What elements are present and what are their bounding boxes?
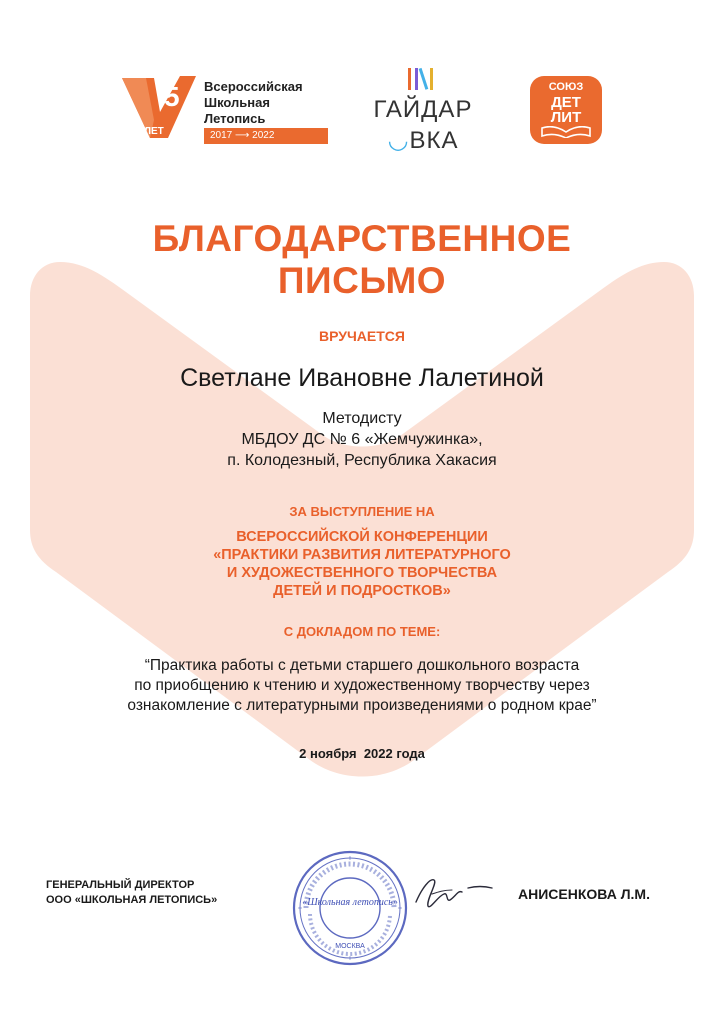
- gaidar-line-1: ГАЙДАР: [373, 96, 473, 123]
- conference-line-2: «ПРАКТИКИ РАЗВИТИЯ ЛИТЕРАТУРНОГО: [213, 547, 511, 563]
- gaidarovka-logo: [368, 66, 478, 158]
- recipient-position: [0, 408, 724, 471]
- detlit-line-2: ДЕТ: [551, 94, 581, 111]
- smile-icon: ◡: [387, 127, 410, 154]
- report-topic-label: С ДОКЛАДОМ ПО ТЕМЕ:: [283, 624, 441, 639]
- stamp-city-text: МОСКВА: [335, 943, 365, 950]
- handwritten-signature: [408, 866, 498, 916]
- awarded-label: ВРУЧАЕТСЯ: [319, 328, 405, 344]
- title-line-1: БЛАГОДАРСТВЕННОЕ: [152, 218, 572, 259]
- five-years-badge-icon: [120, 72, 198, 142]
- director-line-1: ГЕНЕРАЛЬНЫЙ ДИРЕКТОР: [46, 879, 195, 891]
- letopis-line-3: Летопись: [204, 111, 266, 126]
- letopis-line-1: Всероссийская: [204, 79, 303, 94]
- conference-line-4: ДЕТЕЙ И ПОДРОСТКОВ»: [273, 583, 451, 599]
- stamp-center-text: «Школьная летопись»: [302, 897, 398, 908]
- school-chronicle-logo: [120, 72, 340, 152]
- letter-title: [0, 218, 724, 302]
- topic-line-1: “Практика работы с детьми старшего дошкольного возраста: [144, 657, 580, 674]
- conference-line-3: И ХУДОЖЕСТВЕННОГО ТВОРЧЕСТВА: [226, 565, 498, 581]
- soyuz-detlit-logo: [530, 76, 602, 144]
- letopis-logo-text: [204, 79, 303, 127]
- badge-number: 5: [164, 81, 180, 112]
- gaidar-line-2: ◡ВКА: [387, 127, 459, 154]
- for-speech-label: ЗА ВЫСТУПЛЕНИЕ НА: [289, 504, 435, 519]
- open-book-icon: [540, 126, 592, 138]
- signer-name: АНИСЕНКОВА Л.М.: [518, 886, 650, 902]
- issue-date: 2 ноября 2022 года: [299, 746, 425, 761]
- years-range: 2017 ⟶ 2022: [204, 128, 328, 144]
- detlit-line-3: ЛИТ: [550, 109, 582, 126]
- book-spines-icon: [406, 66, 436, 92]
- official-stamp: [290, 848, 410, 968]
- recipient-name: Светлане Ивановне Лалетиной: [180, 364, 544, 392]
- title-line-2: ПИСЬМО: [277, 260, 447, 301]
- report-topic-text: [0, 656, 724, 716]
- letopis-line-2: Школьная: [204, 95, 270, 110]
- detlit-line-1: СОЮЗ: [548, 81, 584, 93]
- position-line-1: Методисту: [322, 410, 402, 427]
- conference-name: [0, 528, 724, 600]
- director-title: [46, 878, 217, 908]
- position-line-2: МБДОУ ДС № 6 «Жемчужинка»,: [241, 431, 483, 448]
- topic-line-3: ознакомление с литературными произведениями о родном крае”: [127, 697, 597, 714]
- conference-line-1: ВСЕРОССИЙСКОЙ КОНФЕРЕНЦИИ: [236, 529, 488, 545]
- director-line-2: ООО «ШКОЛЬНАЯ ЛЕТОПИСЬ»: [46, 894, 218, 906]
- badge-word: ЛЕТ: [144, 126, 164, 137]
- position-line-3: п. Колодезный, Республика Хакасия: [227, 452, 497, 469]
- topic-line-2: по приобщению к чтению и художественному творчеству через: [134, 677, 590, 694]
